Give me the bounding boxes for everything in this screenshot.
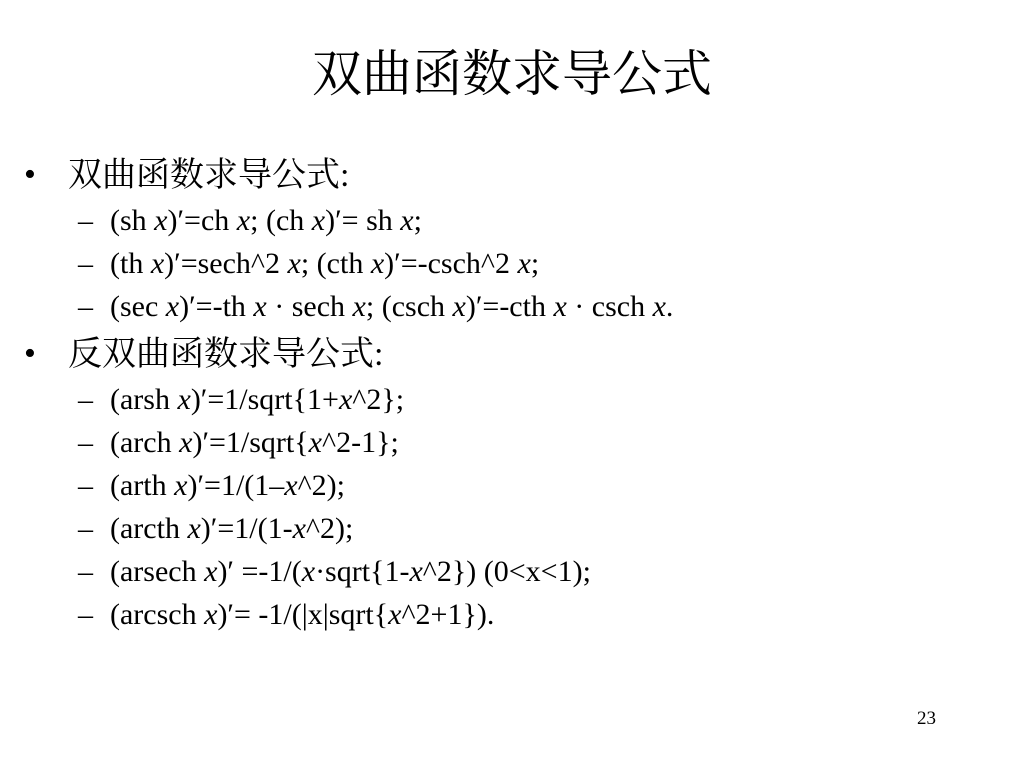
math-variable: x — [388, 598, 402, 631]
formula-text: )′= sh — [325, 204, 401, 237]
page-number: 23 — [917, 708, 936, 729]
math-variable: x — [165, 290, 180, 323]
formula-text: ; (cth — [300, 247, 371, 280]
math-variable: x — [174, 469, 188, 502]
formula-line — [0, 550, 1000, 593]
math-variable: x — [204, 555, 218, 588]
dash-marker: – — [78, 426, 93, 459]
math-variable: x — [652, 290, 666, 323]
math-variable: x — [409, 555, 423, 588]
math-variable: x — [311, 204, 326, 237]
dash-marker: – — [78, 204, 93, 237]
formula-text: )′=-cth — [465, 290, 554, 323]
formula-line — [0, 593, 1000, 636]
formula-text: (sh — [110, 204, 155, 237]
bullet-marker: • — [24, 335, 36, 372]
math-variable: x — [301, 555, 316, 588]
math-variable: x — [400, 204, 414, 237]
section-heading-inverse-hyperbolic — [0, 331, 1000, 378]
formula-text: ^2}) (0<x<1); — [422, 555, 591, 588]
formula-line — [0, 378, 1000, 421]
formula-text: · csch — [566, 290, 653, 323]
formula-line — [0, 199, 1000, 242]
formula-text: ; — [530, 247, 540, 280]
math-variable: x — [154, 204, 168, 237]
section-heading-text: 反双曲函数求导公式 — [68, 334, 374, 374]
formula-text: ·sqrt{1- — [315, 555, 410, 588]
math-variable: x — [177, 383, 191, 416]
math-variable: x — [553, 290, 567, 323]
formula-text: )′ =-1/( — [217, 555, 302, 588]
formula-line — [0, 464, 1000, 507]
formula-text: (arsh — [110, 383, 178, 416]
slide-content — [0, 152, 1000, 636]
section-heading-colon: : — [340, 157, 350, 194]
math-variable: x — [370, 247, 385, 280]
math-variable: x — [284, 469, 298, 502]
section-heading-text: 双曲函数求导公式 — [68, 155, 340, 195]
formula-line — [0, 421, 1000, 464]
section-heading-colon: : — [374, 336, 384, 373]
math-variable: x — [308, 426, 322, 459]
formula-text: ; — [413, 204, 422, 237]
formula-line — [0, 285, 1000, 328]
formula-text: ^2); — [297, 469, 345, 502]
formula-text: (sec — [110, 290, 166, 323]
math-variable: x — [253, 290, 267, 323]
formula-text: ^2}; — [352, 383, 405, 416]
formula-text: )′=sech^2 — [164, 247, 288, 280]
formula-line — [0, 242, 1000, 285]
formula-text: ^2+1}). — [401, 598, 495, 631]
formula-text: )′=1/(1- — [200, 512, 293, 545]
formula-text: (arsech — [110, 555, 205, 588]
slide-title: 双曲函数求导公式 — [312, 45, 712, 103]
dash-marker: – — [78, 247, 93, 280]
section-heading-hyperbolic — [0, 152, 1000, 199]
math-variable: x — [338, 383, 353, 416]
math-variable: x — [236, 204, 251, 237]
dash-marker: – — [78, 598, 93, 631]
math-variable: x — [352, 290, 366, 323]
formula-line — [0, 507, 1000, 550]
formula-text: )′=-csch^2 — [384, 247, 518, 280]
dash-marker: – — [78, 383, 93, 416]
formula-text: (arth — [110, 469, 175, 502]
formula-text: (arcth — [110, 512, 188, 545]
math-variable: x — [187, 512, 201, 545]
formula-text: )′=1/(1– — [187, 469, 285, 502]
math-variable: x — [150, 247, 165, 280]
formula-text: (arcsch — [110, 598, 205, 631]
formula-text: · sech — [266, 290, 353, 323]
formula-text: (arch — [110, 426, 180, 459]
formula-text: )′=-th — [179, 290, 254, 323]
formula-text: )′= -1/(|x|sqrt{ — [217, 598, 389, 631]
formula-text: ; (csch — [365, 290, 453, 323]
formula-text: ^2-1}; — [322, 426, 399, 459]
dash-marker: – — [78, 512, 93, 545]
dash-marker: – — [78, 469, 93, 502]
formula-text: )′=1/sqrt{1+ — [190, 383, 339, 416]
dash-marker: – — [78, 290, 93, 323]
math-variable: x — [179, 426, 193, 459]
formula-text: )′=ch — [167, 204, 237, 237]
formula-text: (th — [110, 247, 151, 280]
math-variable: x — [517, 247, 531, 280]
bullet-marker: • — [24, 156, 36, 193]
math-variable: x — [287, 247, 301, 280]
formula-text: . — [665, 290, 674, 323]
math-variable: x — [204, 598, 218, 631]
formula-text: ; (ch — [250, 204, 312, 237]
dash-marker: – — [78, 555, 93, 588]
math-variable: x — [292, 512, 306, 545]
formula-text: ^2); — [305, 512, 354, 545]
formula-text: )′=1/sqrt{ — [192, 426, 309, 459]
math-variable: x — [452, 290, 466, 323]
